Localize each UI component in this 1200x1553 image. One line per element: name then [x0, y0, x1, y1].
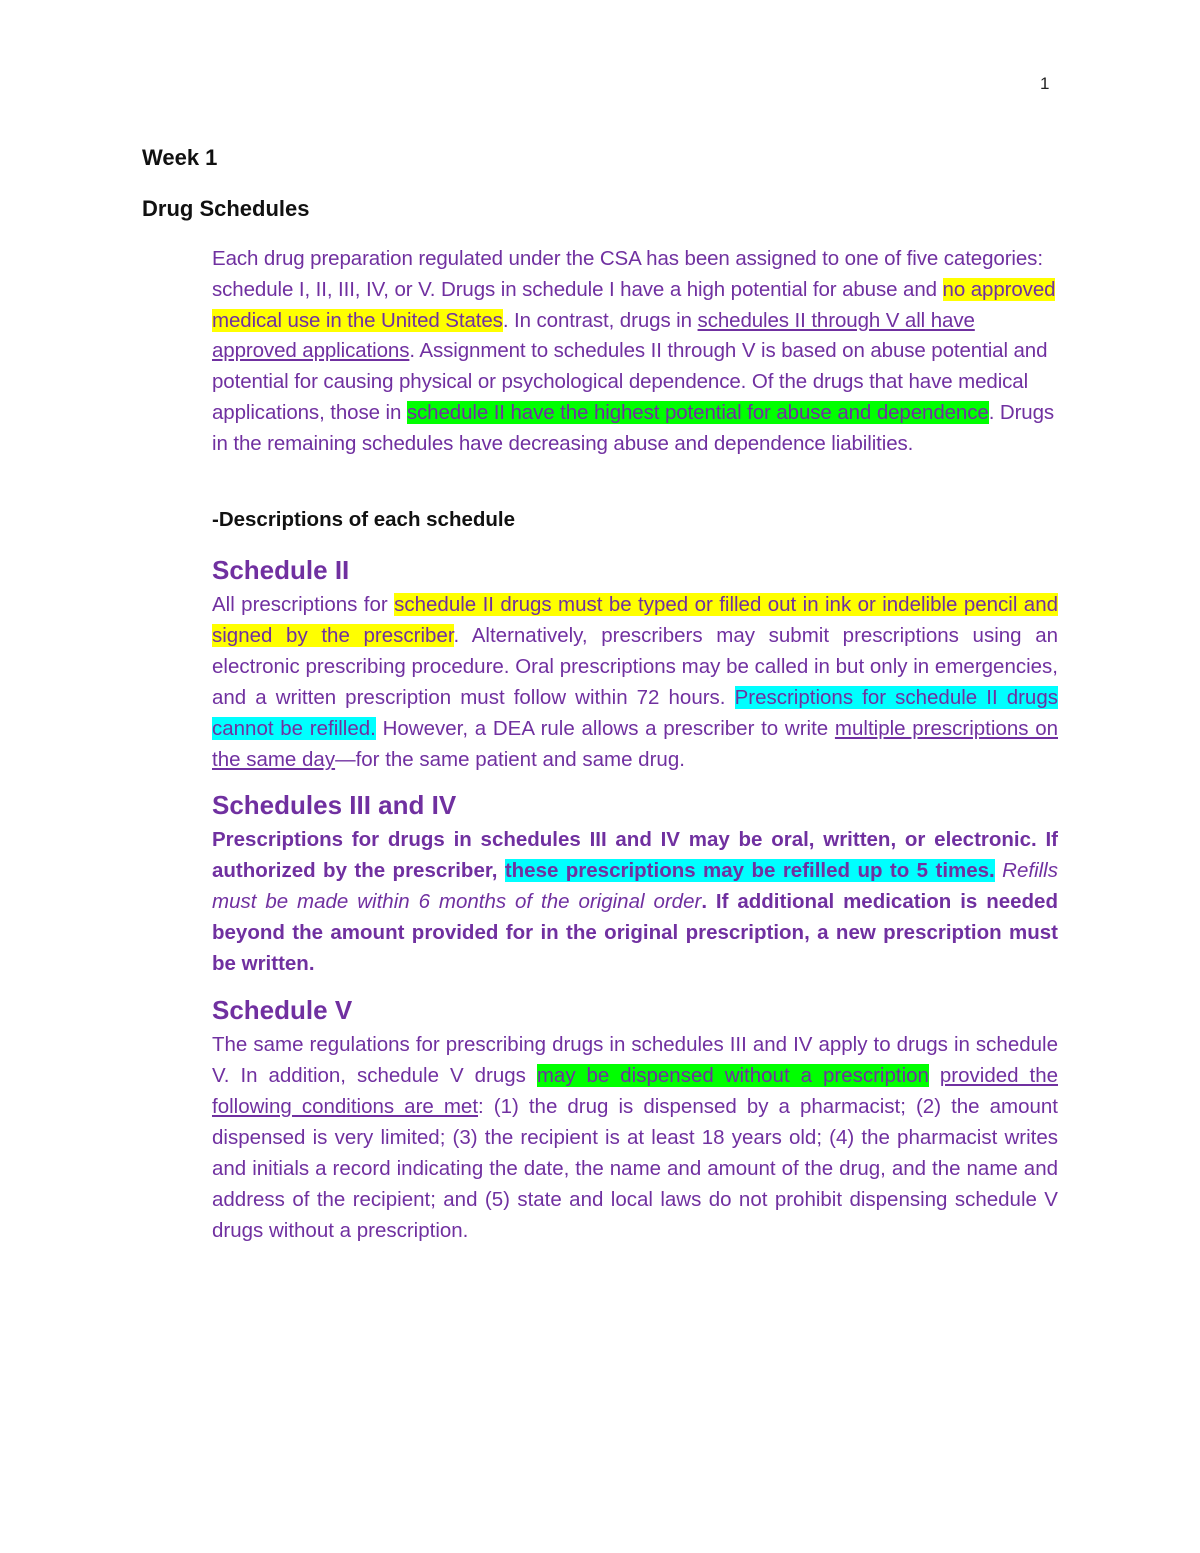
schedule-ii-text: . Alternatively, prescribers may submit prescriptions using an electronic prescribing procedure. Oral prescriptions may be called in but only in emergencies, and a written prescription must follow within 72 hours.: [212, 624, 1058, 709]
section-heading: Drug Schedules: [142, 196, 310, 221]
week-heading: Week 1: [142, 145, 218, 170]
page-number: 1: [1040, 74, 1050, 93]
schedule-v-paragraph: [212, 1029, 1058, 1246]
intro-underlined-text: schedules II through V all have approved applications: [212, 308, 975, 363]
schedule-v-title: Schedule V: [212, 995, 353, 1025]
intro-text: . Drugs in the remaining schedules have decreasing abuse and dependence liabilities.: [212, 400, 1055, 455]
schedules-iii-iv-paragraph: [212, 824, 1058, 979]
schedules-iii-iv-italic-text: Refills must be made within 6 months of the original order: [212, 859, 1058, 913]
schedule-ii-title: Schedule II: [212, 555, 350, 585]
schedule-v-text: [929, 1064, 940, 1087]
schedules-iii-iv-title: Schedules III and IV: [212, 790, 457, 820]
schedule-v-underlined-text: provided the following conditions are met: [212, 1064, 1058, 1118]
schedule-ii-highlight-cyan: Prescriptions for schedule II drugs cannot be refilled.: [212, 686, 1058, 740]
schedules-iii-iv-text: . If additional medication is needed beyond the amount provided for in the original prescription, a new prescription must be written.: [212, 890, 1058, 975]
descriptions-subheading: -Descriptions of each schedule: [212, 508, 516, 531]
intro-highlight-green: schedule II have the highest potential for abuse and dependence: [406, 400, 989, 424]
schedule-ii-paragraph: [212, 589, 1058, 775]
intro-highlight-yellow: no approved medical use in the United States: [212, 277, 1056, 332]
schedule-ii-underlined-text: multiple prescriptions on the same day: [212, 717, 1058, 771]
intro-text: . Assignment to schedules II through V is based on abuse potential and potential for causing physical or psychological dependence. Of the drugs that have medical applications, those in: [212, 339, 1048, 424]
schedule-ii-text: —for the same patient and same drug.: [335, 748, 685, 771]
intro-paragraph: [212, 244, 1058, 460]
schedules-iii-iv-highlight-cyan: these prescriptions may be refilled up to 5 times.: [504, 859, 995, 882]
schedule-ii-highlight-yellow: schedule II drugs must be typed or filled out in ink or indelible pencil and signed by the prescriber: [212, 593, 1058, 647]
schedules-iii-iv-text: Prescriptions for drugs in schedules III and IV may be oral, written, or electronic. If authorized by the prescriber,: [212, 828, 1058, 882]
schedule-v-text: The same regulations for prescribing drugs in schedules III and IV apply to drugs in schedule V. In addition, schedule V drugs: [212, 1033, 1058, 1087]
schedule-ii-text: However, a DEA rule allows a prescriber to write: [375, 717, 835, 740]
schedule-ii-text: All prescriptions for: [212, 593, 395, 616]
schedule-v-highlight-green: may be dispensed without a prescription: [536, 1064, 929, 1087]
intro-text: Each drug preparation regulated under the CSA has been assigned to one of five categories: schedule I, II, III, IV, or V. Drugs in schedule I have a high potential for abuse and: [212, 247, 1043, 301]
schedule-v-text: : (1) the drug is dispensed by a pharmacist; (2) the amount dispensed is very limited; (3) the recipient is at least 18 years old; (4) the pharmacist writes and initials a record indicating the date, the name and amount of the drug, and the name and address of the recipient; and (5) state and local laws do not prohibit dispensing schedule V drugs without a prescription.: [212, 1095, 1058, 1242]
intro-text: . In contrast, drugs in: [502, 308, 698, 332]
